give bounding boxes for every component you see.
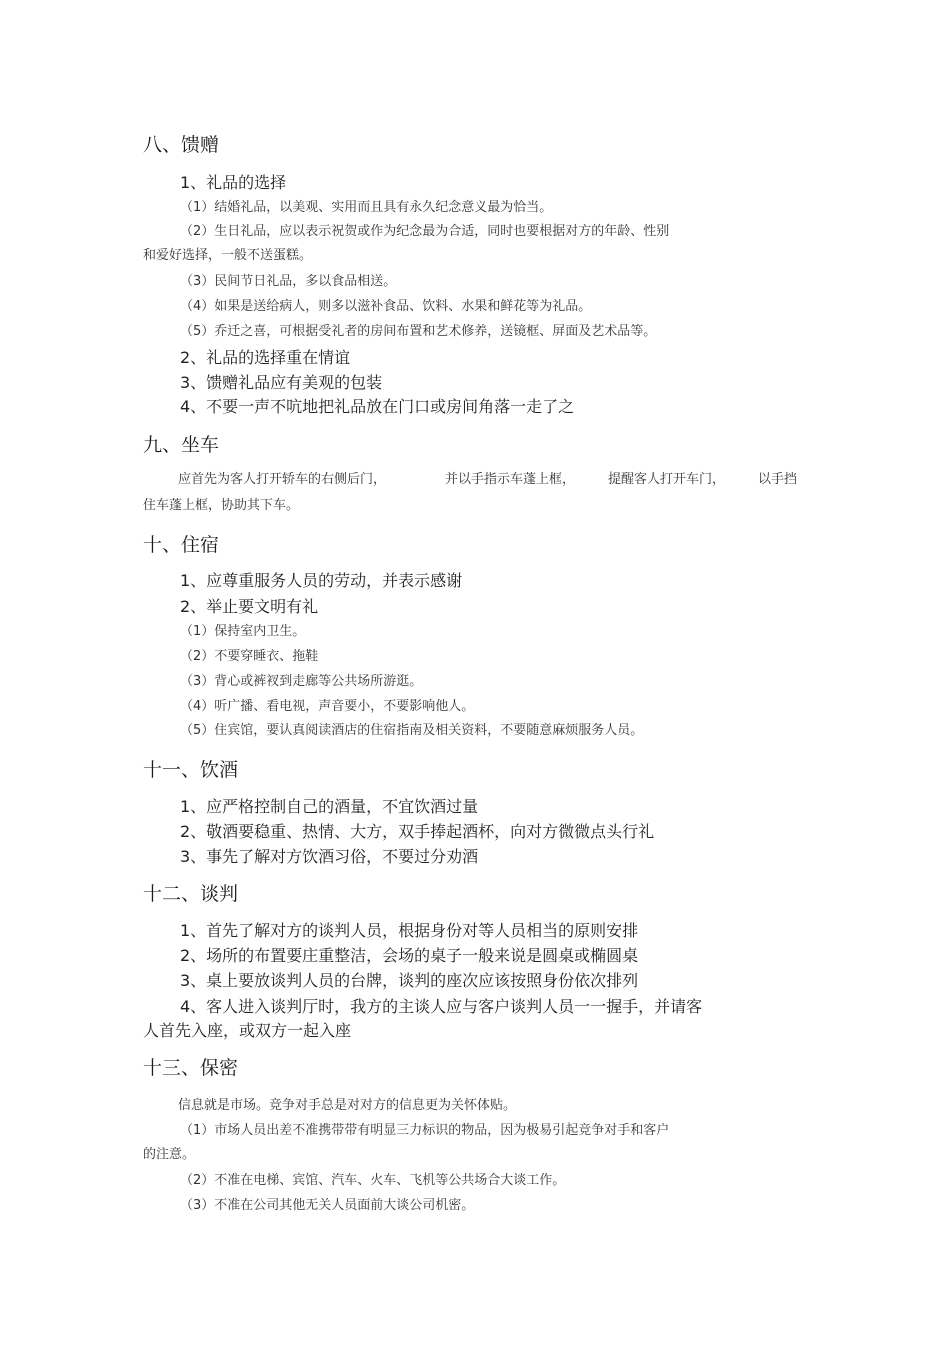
list-item: 3、桌上要放谈判人员的台牌，谈判的座次应该按照身份依次排列 [180, 971, 639, 990]
list-item: 3、事先了解对方饮酒习俗，不要过分劝酒 [180, 847, 479, 866]
sub-item: （4）听广播、看电视，声音要小，不要影响他人。 [180, 699, 475, 714]
paragraph-part: 并以手指示车蓬上框， [445, 472, 576, 487]
sub-item: （2）生日礼品，应以表示祝贺或作为纪念最为合适，同时也要根据对方的年龄、性别 [180, 224, 670, 239]
sub-item: （4）如果是送给病人，则多以滋补食品、饮料、水果和鲜花等为礼品。 [180, 299, 592, 314]
paragraph-continued: 住车蓬上框，协助其下车。 [143, 498, 300, 513]
sub-item-continued: 和爱好选择，一般不送蛋糕。 [143, 248, 313, 263]
sub-item-continued: 的注意。 [143, 1147, 196, 1162]
list-item: 2、举止要文明有礼 [180, 597, 319, 616]
sub-item: （1）保持室内卫生。 [180, 624, 306, 639]
list-item: 1、首先了解对方的谈判人员，根据身份对等人员相当的原则安排 [180, 921, 639, 940]
list-item: 4、客人进入谈判厅时，我方的主谈人应与客户谈判人员一一握手，并请客 [180, 997, 703, 1016]
sub-item: （1）市场人员出差不准携带带有明显三力标识的物品，因为极易引起竞争对手和客户 [180, 1123, 670, 1138]
list-item: 1、应严格控制自己的酒量，不宜饮酒过量 [180, 797, 479, 816]
section-heading-confidentiality: 十三、保密 [143, 1057, 239, 1079]
section-heading-negotiation: 十二、谈判 [143, 883, 239, 905]
sub-item: （3）背心或裤衩到走廊等公共场所游逛。 [180, 674, 423, 689]
list-item: 2、场所的布置要庄重整洁，会场的桌子一般来说是圆桌或椭圆桌 [180, 946, 639, 965]
section-heading-car: 九、坐车 [143, 434, 220, 456]
sub-item: （5）乔迁之喜，可根据受礼者的房间布置和艺术修养，送镜框、屏面及艺术品等。 [180, 324, 657, 339]
list-item: 1、应尊重服务人员的劳动，并表示感谢 [180, 571, 463, 590]
sub-item: （3）不准在公司其他无关人员面前大谈公司机密。 [180, 1198, 475, 1213]
paragraph-part: 以手挡 [758, 472, 798, 487]
sub-item: （3）民间节日礼品，多以食品相送。 [180, 274, 397, 289]
list-item: 3、馈赠礼品应有美观的包装 [180, 373, 383, 392]
list-item: 1、礼品的选择 [180, 173, 287, 192]
paragraph: 信息就是市场。竞争对手总是对对方的信息更为关怀体贴。 [178, 1098, 517, 1113]
sub-item: （5）住宾馆，要认真阅读酒店的住宿指南及相关资料，不要随意麻烦服务人员。 [180, 723, 644, 738]
sub-item: （1）结婚礼品，以美观、实用而且具有永久纪念意义最为恰当。 [180, 200, 553, 215]
section-heading-drinking: 十一、饮酒 [143, 759, 239, 781]
list-item: 2、敬酒要稳重、热情、大方，双手捧起酒杯，向对方微微点头行礼 [180, 822, 655, 841]
sub-item: （2）不要穿睡衣、拖鞋 [180, 649, 319, 664]
sub-item: （2）不准在电梯、宾馆、汽车、火车、飞机等公共场合大谈工作。 [180, 1173, 566, 1188]
section-heading-gifts: 八、馈赠 [143, 134, 220, 156]
paragraph-part: 应首先为客人打开轿车的右侧后门， [178, 472, 387, 487]
section-heading-lodging: 十、住宿 [143, 534, 220, 556]
list-item-continued: 人首先入座，或双方一起入座 [143, 1021, 352, 1040]
paragraph-part: 提醒客人打开车门， [608, 472, 726, 487]
list-item: 2、礼品的选择重在情谊 [180, 348, 351, 367]
list-item: 4、不要一声不吭地把礼品放在门口或房间角落一走了之 [180, 397, 575, 416]
